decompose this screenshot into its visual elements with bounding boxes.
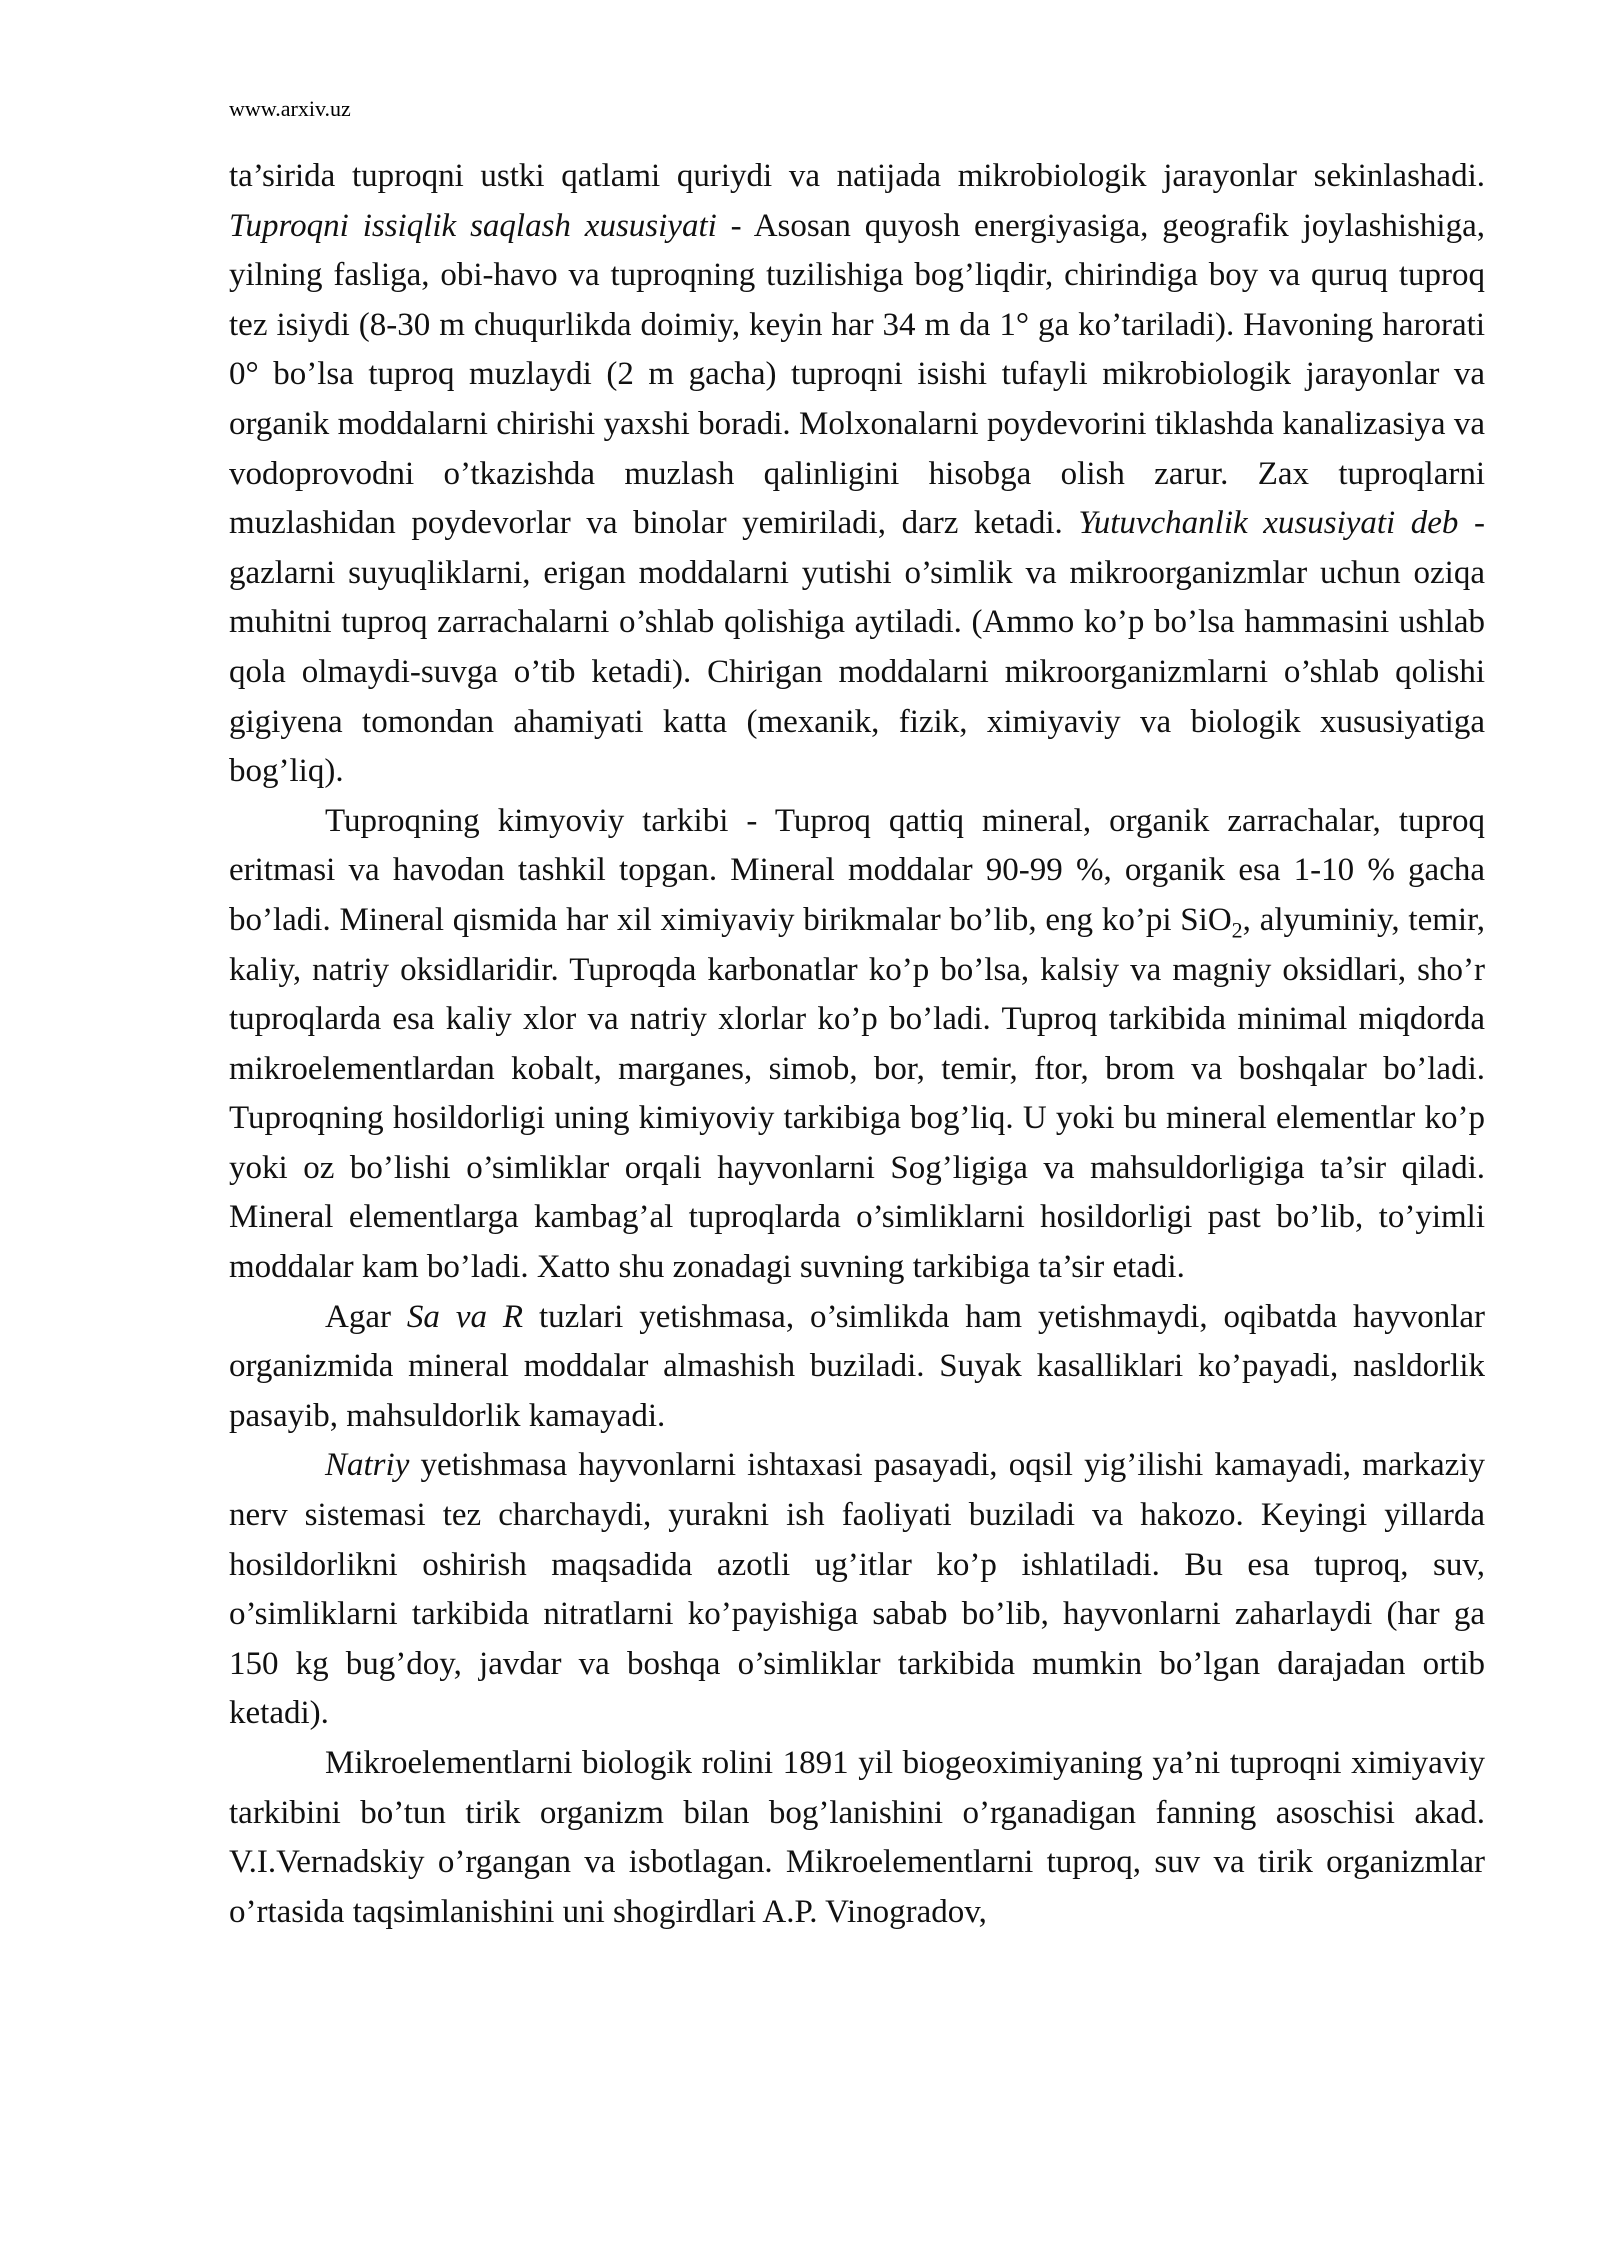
paragraph-sodium [229,1441,1485,1739]
text-run: , alyuminiy, temir, kaliy, natriy oksidlaridir. Tuproqda karbonatlar ko’p bo’lsa, kalsiy va magniy oksidlari, sho’r tuproqlarda esa kaliy xlor va natriy xlorlar ko’p bo’ladi. Tuproq tarkibida minimal miqdorda mikroelementlardan kobalt, marganes, simob, bor, temir, ftor, brom va boshqalar bo’ladi. Tuproqning hosildorligi uning kimiyoviy tarkibiga bog’liq. U yoki bu mineral elementlar ko’p yoki oz bo’lishi o’simliklar orqali hayvonlarni Sog’ligiga va mahsuldorligiga ta’sir qiladi. Mineral elementlarga kambag’al tuproqlarda o’simliklarni hosildorligi past bo’lib, to’yimli moddalar kam bo’ladi. Xatto shu zonadagi suvning tarkibiga ta’sir etadi. [229,901,1486,1286]
text-run: ta’sirida tuproqni ustki qatlami quriydi va natijada mikrobiologik jarayonlar sekinlashadi. [229,158,1485,194]
term-ca-p: Sa va R [406,1298,524,1335]
paragraph-soil-properties [229,152,1485,797]
text-run: Agar [325,1298,407,1335]
text-run: - gazlarni suyuqliklarni, erigan moddalarni yutishi o’simlik va mikroorganizmlar uchun oziqa muhitni tuproq zarrachalarni o’shlab qolishiga aytiladi. (Ammo ko’p bo’lsa hammasini ushlab qola olmaydi-suvga o’tib ketadi). Chirigan moddalarni mikroorganizmlarni o’shlab qolishi gigiyena tomondan ahamiyati katta (mexanik, fizik, ximiyaviy va biologik xususiyatiga bog’liq). [229,505,1485,790]
paragraph-ca-p-salts [229,1293,1485,1442]
term-heat-retention: Tuproqni issiqlik saqlash xususiyati [229,207,717,244]
term-sodium: Natriy [325,1447,410,1484]
subscript-2: 2 [1231,917,1243,943]
paragraph-chemical-composition [229,797,1485,1293]
header-url[interactable]: www.arxiv.uz [229,96,351,121]
text-run: yetishmasa hayvonlarni ishtaxasi pasayadi, oqsil yig’ilishi kamayadi, markaziy nerv sistemasi tez charchaydi, yurakni ish faoliyati buziladi va hakozo. Keyingi yillarda hosildorlikni oshirish maqsadida azotli ug’itlar ko’p ishlatiladi. Bu esa tuproq, suv, o’simliklarni tarkibida nitratlarni ko’payishiga sabab bo’lib, hayvonlarni zaharlaydi (har ga 150 kg bug’doy, javdar va boshqa o’simliklar tarkibida mumkin bo’lgan darajadan ortib ketadi). [229,1447,1485,1732]
body-text [229,152,1485,1937]
paragraph-microelements [229,1739,1485,1937]
text-run: Mikroelementlarni biologik rolini 1891 yil biogeoximiyaning ya’ni tuproqni ximiyaviy tarkibini bo’tun tirik organizm bilan bog’lanishini o’rganadigan fanning asoschisi akad. V.I.Vernadskiy o’rgangan va isbotlagan. Mikroelementlarni tuproq, suv va tirik organizmlar o’rtasida taqsimlanishini uni shogirdlari A.P. Vinogradov, [229,1745,1485,1930]
term-absorption: Yutuvchanlik xususiyati deb [1078,505,1459,542]
text-run: - Asosan quyosh energiyasiga, geografik joylashishiga, yilning fasliga, obi-havo va tuproqning tuzilishiga bog’liqdir, chirindiga boy va quruq tuproq tez isiydi (8-30 m chuqurlikda doimiy, keyin har 34 m da 1° ga ko’tariladi). Havoning harorati 0° bo’lsa tuproq muzlaydi (2 m gacha) tuproqni isishi tufayli mikrobiologik jarayonlar va organik moddalarni chirishi yaxshi boradi. Molxonalarni poydevorini tiklashda kanalizasiya va vodoprovodni o’tkazishda muzlash qalinligini hisobga olish zarur. Zax tuproqlarni muzlashidan poydevorlar va binolar yemiriladi, darz ketadi. [229,207,1485,542]
text-run: Tuproqning kimyoviy tarkibi - Tuproq qattiq mineral, organik zarrachalar, tuproq eritmasi va havodan tashkil topgan. Mineral moddalar 90-99 %, organik esa 1-10 % gacha bo’ladi. Mineral qismida har xil ximiyaviy birikmalar bo’lib, eng ko’pi SiO [229,802,1485,938]
text-run: tuzlari yetishmasa, o’simlikda ham yetishmaydi, oqibatda hayvonlar organizmida mineral moddalar almashish buziladi. Suyak kasalliklari ko’payadi, nasldorlik pasayib, mahsuldorlik kamayadi. [229,1298,1485,1434]
